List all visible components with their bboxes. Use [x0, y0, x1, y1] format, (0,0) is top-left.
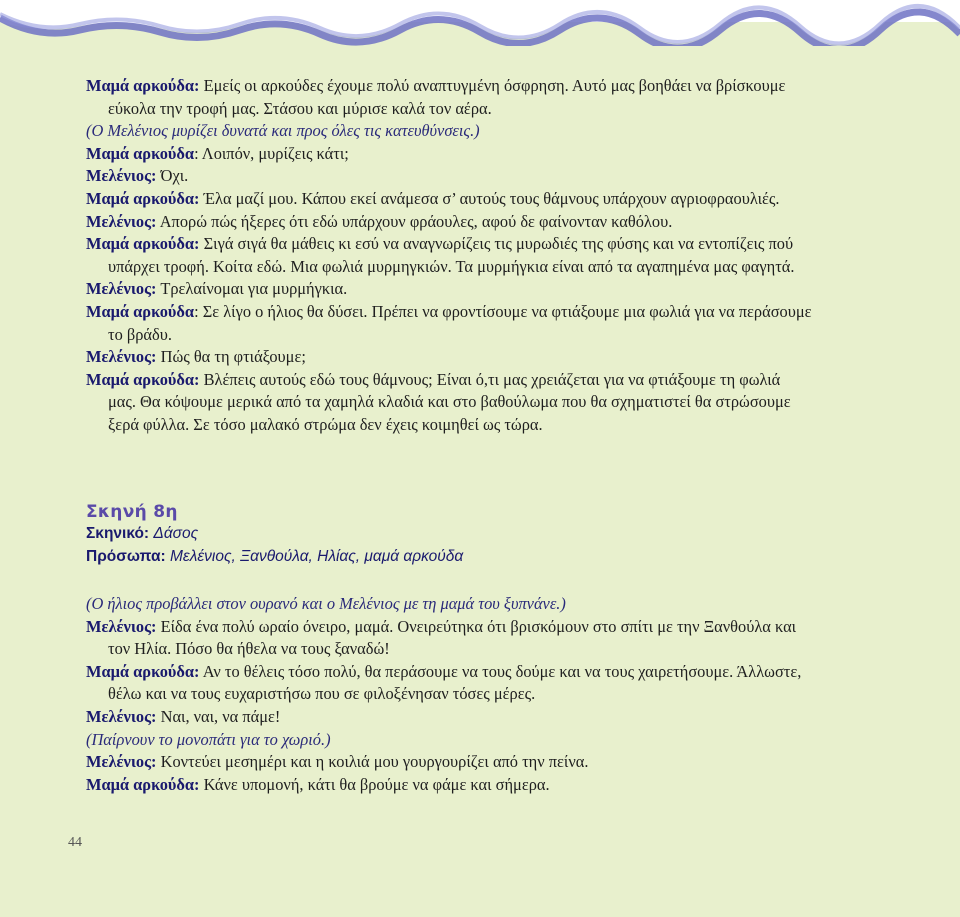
dialogue-text: Πώς θα τη φτιάξουμε;: [156, 347, 306, 367]
dialogue-text: εύκολα την τροφή μας. Στάσου και μύρισε καλά τον αέρα.: [108, 98, 492, 118]
dialogue-text: μας. Θα κόψουμε μερικά από τα χαμηλά κλαδιά και στο βαθούλωμα που θα σχηματιστεί θα στρώσουμε: [108, 392, 791, 412]
dialogue-line: [86, 189, 779, 209]
speaker-name: Μαμά αρκούδα:: [86, 76, 200, 95]
stage-direction-text: (Ο ήλιος προβάλλει στον ουρανό και ο Μελένιος με τη μαμά του ξυπνάνε.): [86, 594, 566, 613]
scene-meta-label: Πρόσωπα:: [86, 548, 166, 565]
dialogue-line: [86, 775, 550, 795]
decorative-top-border: [0, 0, 960, 46]
dialogue-line: [86, 302, 812, 322]
dialogue-line: [86, 707, 280, 727]
dialogue-text: Κάνε υπομονή, κάτι θα βρούμε να φάμε και σήμερα.: [199, 774, 550, 794]
dialogue-text: Απορώ πώς ήξερες ότι εδώ υπάρχουν φράουλες, αφού δε φαίνονταν καθόλου.: [156, 211, 673, 231]
stage-direction-text: (Παίρνουν το μονοπάτι για το χωριό.): [86, 729, 331, 749]
dialogue-line: [86, 279, 347, 299]
scene-meta: [86, 548, 463, 566]
scene-meta: [86, 525, 198, 543]
dialogue-line: [108, 325, 172, 345]
dialogue-line: [108, 415, 543, 435]
dialogue-text: Σιγά σιγά θα μάθεις κι εσύ να αναγνωρίζεις τις μυρωδιές της φύσης και να εντοπίζεις πού: [199, 234, 794, 254]
dialogue-line: [86, 234, 793, 254]
dialogue-line: [86, 752, 588, 772]
dialogue-text: Εμείς οι αρκούδες έχουμε πολύ αναπτυγμένη όσφρηση. Αυτό μας βοηθάει να βρίσκουμε: [199, 76, 786, 95]
dialogue-text: Τρελαίνομαι για μυρμήγκια.: [156, 279, 348, 299]
scene-title: Σκηνή 8η: [86, 502, 178, 522]
speaker-name: Μελένιος:: [86, 616, 157, 636]
speaker-name: Μελένιος:: [86, 279, 157, 299]
dialogue-line: [86, 617, 796, 637]
dialogue-text: Είδα ένα πολύ ωραίο όνειρο, μαμά. Ονειρεύτηκα ότι βρισκόμουν στο σπίτι με την Ξανθούλα και: [156, 616, 797, 636]
speaker-name: Μελένιος:: [86, 347, 157, 367]
dialogue-line: [86, 144, 349, 164]
dialogue-line: [108, 392, 791, 412]
speaker-name: Μαμά αρκούδα:: [86, 661, 200, 681]
dialogue-text: Αν το θέλεις τόσο πολύ, θα περάσουμε να τους δούμε και να τους χαιρετήσουμε. Άλλωστε,: [199, 661, 802, 681]
dialogue-text: θέλω και να τους ευχαριστήσω που σε φιλοξένησαν τόσες μέρες.: [108, 684, 536, 704]
stage-direction: [86, 730, 331, 750]
dialogue-line: [86, 166, 188, 186]
stage-direction: [86, 121, 480, 141]
dialogue-text: Κοντεύει μεσημέρι και η κοιλιά μου γουργουρίζει από την πείνα.: [156, 752, 589, 772]
scene-meta-value: Μελένιος, Ξανθούλα, Ηλίας, μαμά αρκούδα: [169, 548, 464, 565]
dialogue-text: υπάρχει τροφή. Κοίτα εδώ. Μια φωλιά μυρμηγκιών. Τα μυρμήγκια είναι από τα αγαπημένα μας φαγητά.: [108, 256, 795, 276]
scene-meta-value: Δάσος: [153, 525, 199, 542]
stage-direction-text: (Ο Μελένιος μυρίζει δυνατά και προς όλες τις κατευθύνσεις.): [86, 121, 480, 141]
dialogue-line: [108, 639, 390, 659]
stage-direction: [86, 594, 566, 614]
dialogue-line: [108, 99, 492, 119]
speaker-name: Μαμά αρκούδα: [86, 143, 195, 163]
speaker-name: Μελένιος:: [86, 752, 157, 772]
dialogue-text: Όχι.: [156, 166, 189, 186]
dialogue-text: τον Ηλία. Πόσο θα ήθελα να τους ξαναδώ!: [108, 639, 390, 659]
dialogue-text: : Σε λίγο ο ήλιος θα δύσει. Πρέπει να φροντίσουμε να φτιάξουμε μια φωλιά για να περάσουμε: [194, 302, 812, 321]
dialogue-line: [86, 662, 801, 682]
dialogue-text: Έλα μαζί μου. Κάπου εκεί ανάμεσα σ’ αυτούς τους θάμνους υπάρχουν αγριοφραουλιές.: [199, 189, 780, 208]
page-number: 44: [68, 835, 82, 850]
speaker-name: Μαμά αρκούδα:: [86, 234, 200, 254]
dialogue-line: [86, 76, 785, 96]
dialogue-text: : Λοιπόν, μυρίζεις κάτι;: [194, 143, 349, 163]
dialogue-text: Βλέπεις αυτούς εδώ τους θάμνους; Είναι ό,τι μας χρειάζεται για να φτιάξουμε τη φωλιά: [199, 369, 781, 389]
speaker-name: Μελένιος:: [86, 707, 157, 726]
speaker-name: Μαμά αρκούδα:: [86, 369, 200, 389]
dialogue-text: Ναι, ναι, να πάμε!: [156, 707, 281, 726]
dialogue-line: [86, 347, 306, 367]
speaker-name: Μαμά αρκούδα:: [86, 189, 200, 208]
speaker-name: Μαμά αρκούδα: [86, 302, 195, 321]
speaker-name: Μαμά αρκούδα:: [86, 774, 200, 794]
dialogue-line: [86, 370, 780, 390]
dialogue-line: [108, 684, 535, 704]
speaker-name: Μελένιος:: [86, 166, 157, 186]
dialogue-line: [86, 212, 672, 232]
scene-meta-label: Σκηνικό:: [86, 525, 150, 542]
dialogue-text: το βράδυ.: [108, 324, 172, 344]
speaker-name: Μελένιος:: [86, 211, 157, 231]
dialogue-text: ξερά φύλλα. Σε τόσο μαλακό στρώμα δεν έχεις κοιμηθεί ως τώρα.: [108, 415, 543, 434]
dialogue-line: [108, 257, 795, 277]
